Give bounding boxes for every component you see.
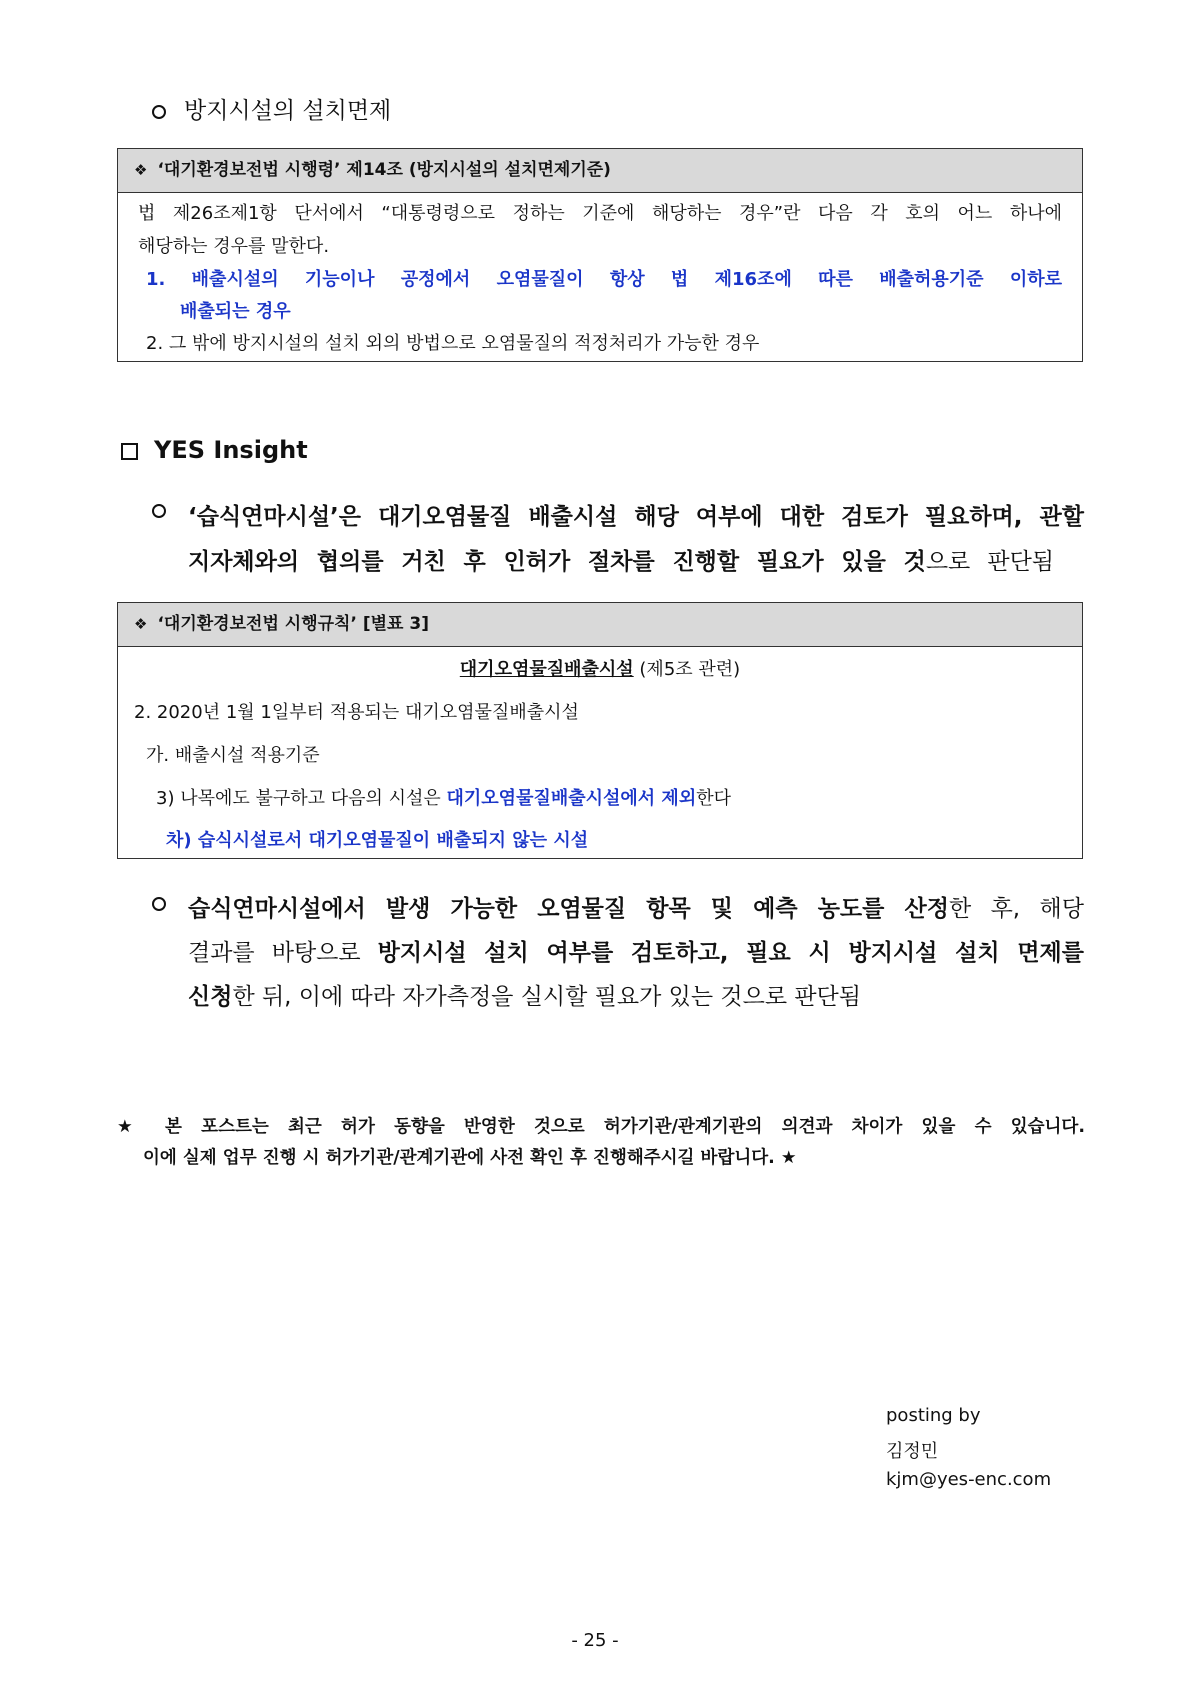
annex-title-underlined: 대기오염물질배출시설 bbox=[459, 659, 634, 680]
disclaimer-line-2: 이에 실제 업무 진행 시 허가기관/관계기관에 사전 확인 후 진행해주시길 바랍니다. ★ bbox=[143, 1148, 797, 1168]
law-excerpt-title: ‘대기환경보전법 시행령’ 제14조 (방지시설의 설치면제기준) bbox=[157, 160, 611, 180]
author-name: 김정민 bbox=[886, 1441, 939, 1462]
posting-by-label: posting by bbox=[886, 1405, 981, 1426]
insight-bullet-1-normal: 으로 판단됨 bbox=[925, 549, 1054, 575]
circle-bullet-icon bbox=[152, 893, 166, 912]
circle-bullet-icon bbox=[152, 105, 166, 119]
annex-title-suffix: (제5조 관련) bbox=[633, 659, 741, 680]
insight-bullet-2-line3 bbox=[188, 978, 861, 1011]
insight-bullet-1-bold: 지자체와의 협의를 거친 후 인허가 절차를 진행할 필요가 있을 것 bbox=[188, 549, 926, 575]
law-text-line: 법 제26조제1항 단서에서 “대통령령으로 정하는 기준에 해당하는 경우”란 다음 각 호의 어느 하나에 bbox=[138, 203, 1062, 224]
annex-row3-prefix: 3) 나목에도 불구하고 다음의 시설은 bbox=[156, 788, 447, 809]
insight-bullet-2-normal: 결과를 바탕으로 bbox=[188, 940, 378, 966]
annex-box bbox=[117, 602, 1083, 859]
annex-header bbox=[118, 603, 1082, 647]
insight-bullet-2-line2 bbox=[188, 934, 1084, 967]
annex-row bbox=[156, 784, 731, 810]
insight-heading-text: YES Insight bbox=[154, 436, 308, 464]
disclaimer-line-1: ★ 본 포스트는 최근 허가 동향을 반영한 것으로 허가기관/관계기관의 의견과 차이가 있을 수 있습니다. bbox=[117, 1117, 1085, 1137]
law-text-line: 해당하는 경우를 말한다. bbox=[138, 236, 330, 257]
insight-bullet-1-line1: ‘습식연마시설’은 대기오염물질 배출시설 해당 여부에 대한 검토가 필요하며, 관할 bbox=[188, 504, 1084, 530]
insight-heading bbox=[121, 436, 308, 464]
annex-table-title bbox=[118, 655, 1082, 681]
law-excerpt-header bbox=[118, 149, 1082, 193]
section-heading bbox=[152, 92, 391, 125]
square-bullet-icon bbox=[121, 443, 138, 460]
law-item-1: 1. 배출시설의 기능이나 공정에서 오염물질이 항상 법 제16조에 따른 배출허용기준 이하로 bbox=[146, 269, 1062, 290]
insight-bullet-2-normal: 한 뒤, 이에 따라 자가측정을 실시할 필요가 있는 것으로 판단됨 bbox=[232, 984, 861, 1010]
insight-bullet-2-bold: 습식연마시설에서 발생 가능한 오염물질 항목 및 예측 농도를 산정 bbox=[188, 896, 949, 922]
annex-title: ‘대기환경보전법 시행규칙’ [별표 3] bbox=[157, 614, 429, 634]
annex-row: 가. 배출시설 적용기준 bbox=[146, 745, 320, 766]
insight-bullet-2-bold: 신청 bbox=[188, 984, 233, 1010]
page-number: - 25 - bbox=[571, 1630, 619, 1651]
annex-row: 2. 2020년 1월 1일부터 적용되는 대기오염물질배출시설 bbox=[134, 702, 579, 723]
section-heading-text: 방지시설의 설치면제 bbox=[184, 98, 392, 124]
law-item-2: 2. 그 밖에 방지시설의 설치 외의 방법으로 오염물질의 적정처리가 가능한 경우 bbox=[146, 333, 760, 354]
diamond-bullet-icon: ❖ bbox=[134, 615, 148, 633]
annex-row-highlight: 차) 습식시설로서 대기오염물질이 배출되지 않는 시설 bbox=[166, 830, 589, 851]
insight-bullet-1-line2 bbox=[188, 543, 1054, 576]
law-excerpt-box bbox=[117, 148, 1083, 362]
diamond-bullet-icon: ❖ bbox=[134, 161, 148, 179]
insight-bullet-2-bold: 방지시설 설치 여부를 검토하고, 필요 시 방지시설 설치 면제를 bbox=[377, 940, 1084, 966]
insight-bullet-2-normal: 한 후, 해당 bbox=[948, 896, 1084, 922]
annex-row3-highlight: 대기오염물질배출시설에서 제외 bbox=[446, 788, 697, 809]
insight-bullet-2-line1 bbox=[188, 890, 1084, 923]
circle-bullet-icon bbox=[152, 500, 166, 519]
annex-row3-suffix: 한다 bbox=[696, 788, 731, 809]
law-item-1-cont: 배출되는 경우 bbox=[180, 301, 291, 322]
author-email: kjm@yes-enc.com bbox=[886, 1469, 1052, 1490]
